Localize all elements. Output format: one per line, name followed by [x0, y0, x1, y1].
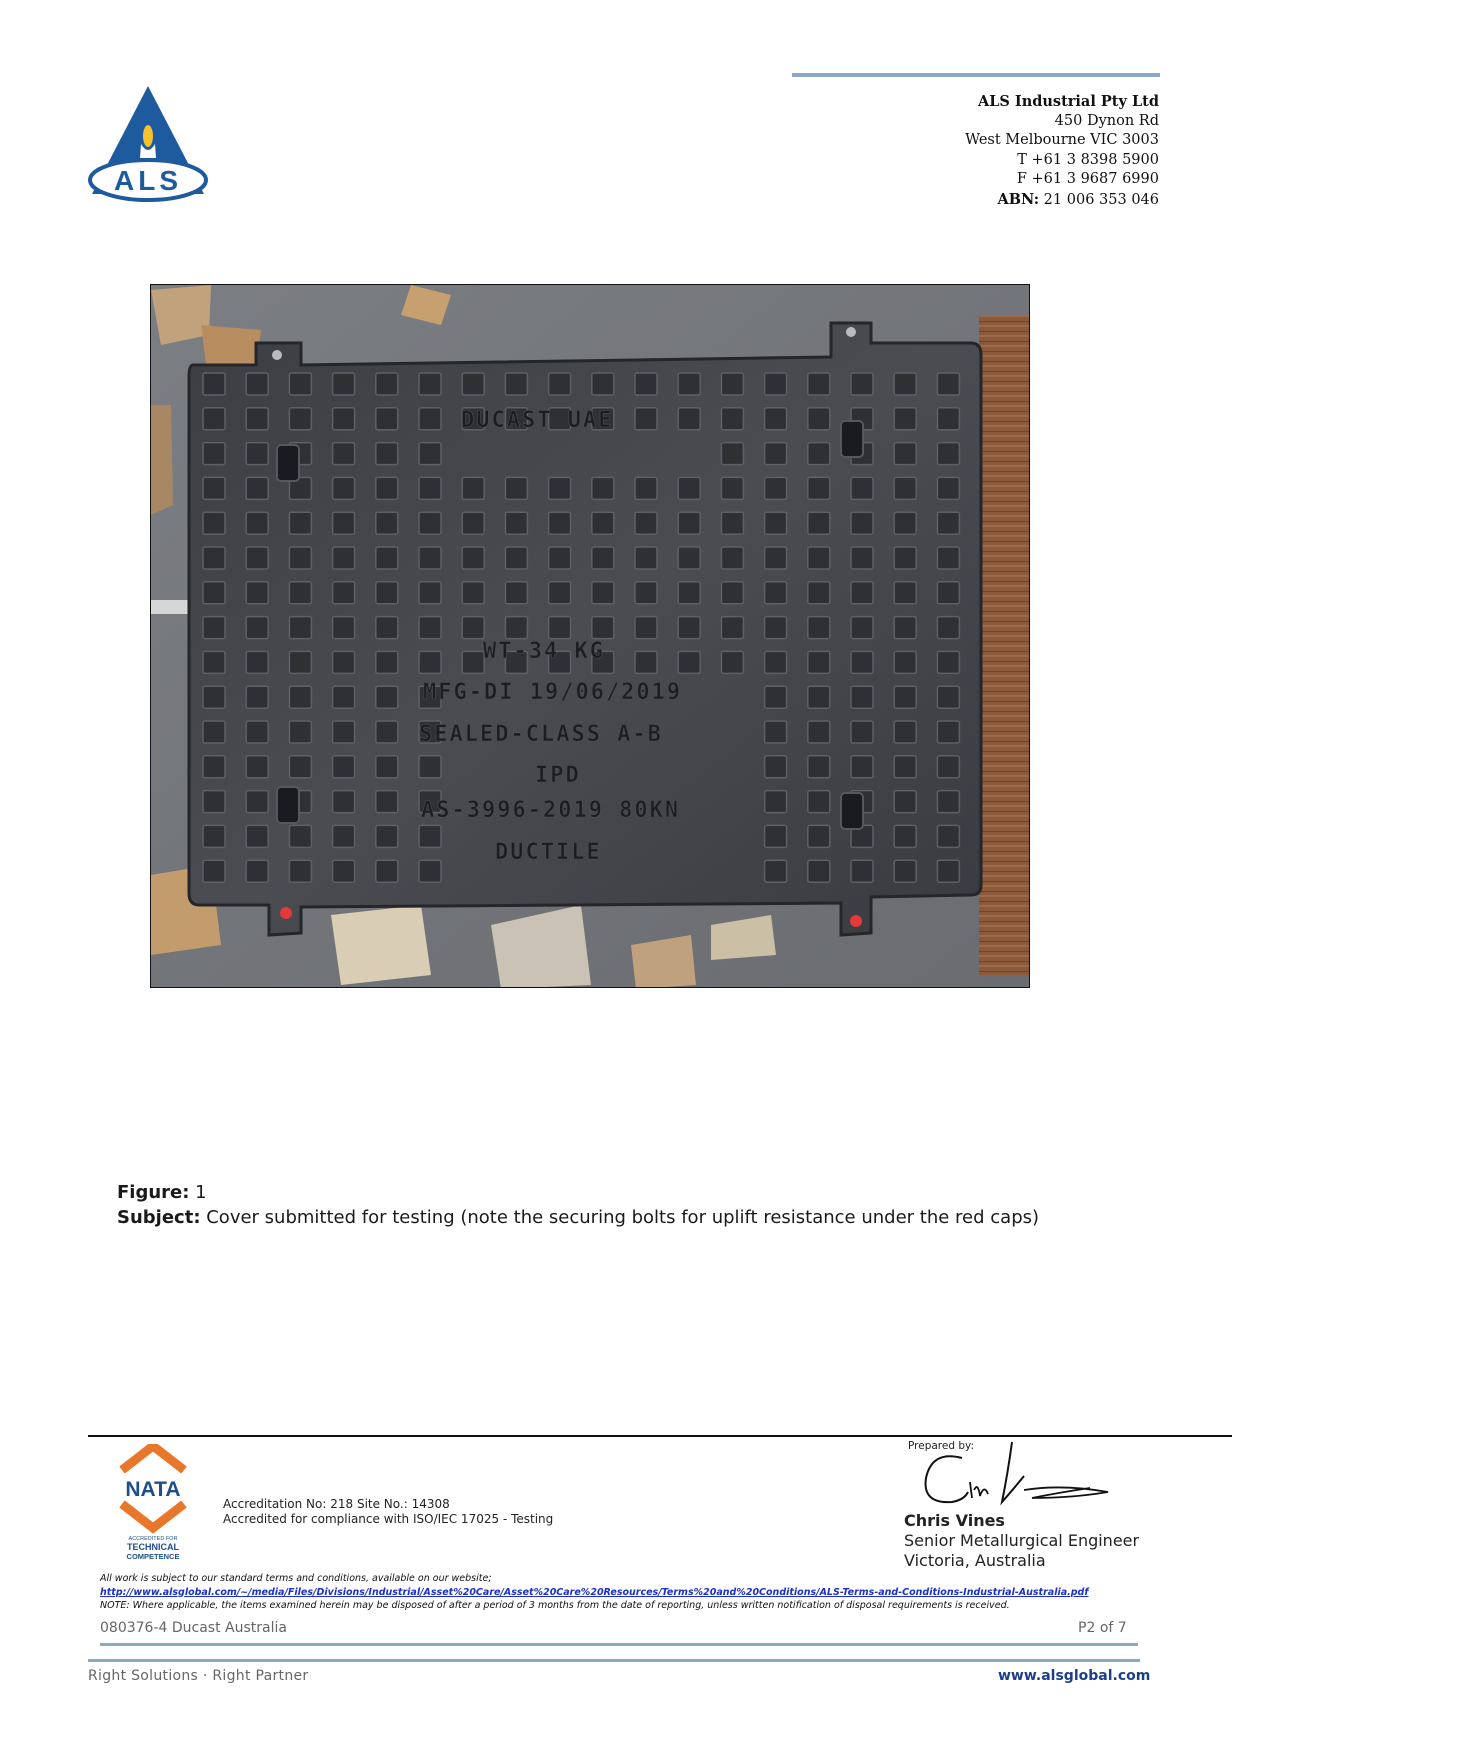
- cover-grid-square: [937, 512, 959, 534]
- cover-grid-square: [549, 373, 571, 395]
- cover-grid-square: [765, 825, 787, 847]
- cover-grid-square: [635, 408, 657, 430]
- cover-grid-square: [765, 860, 787, 882]
- marking-7: DUCTILE: [495, 840, 602, 865]
- cover-grid-square: [246, 408, 268, 430]
- marking-2: WT-34 KG: [483, 639, 605, 664]
- cover-grid-square: [289, 756, 311, 778]
- signer-name: Chris Vines: [904, 1511, 1005, 1530]
- prepared-by-label: Prepared by:: [908, 1440, 974, 1452]
- cover-grid-square: [289, 547, 311, 569]
- company-name: ALS Industrial Pty Ltd: [977, 93, 1159, 110]
- cover-grid-square: [203, 512, 225, 534]
- cover-grid-square: [592, 617, 614, 639]
- cover-grid-square: [289, 721, 311, 743]
- page-prefix: P: [1078, 1620, 1087, 1636]
- cover-grid-square: [678, 373, 700, 395]
- cover-grid-square: [851, 617, 873, 639]
- cover-grid-square: [203, 686, 225, 708]
- cover-grid-square: [462, 373, 484, 395]
- cover-grid-square: [937, 860, 959, 882]
- cover-grid-square: [289, 582, 311, 604]
- cover-grid-square: [376, 373, 398, 395]
- cover-grid-square: [376, 686, 398, 708]
- cover-grid-square: [721, 408, 743, 430]
- cover-grid-square: [894, 791, 916, 813]
- cover-grid-square: [289, 617, 311, 639]
- figure-label: Figure:: [117, 1182, 190, 1203]
- page-total: 7: [1117, 1620, 1127, 1636]
- cover-grid-square: [289, 651, 311, 673]
- cover-grid-square: [419, 477, 441, 499]
- cover-grid-square: [376, 512, 398, 534]
- cover-grid-square: [246, 791, 268, 813]
- cover-grid-square: [203, 791, 225, 813]
- phone-number: T +61 3 8398 5900: [1017, 151, 1159, 168]
- cover-grid-square: [937, 617, 959, 639]
- cover-grid-square: [851, 512, 873, 534]
- cover-grid-square: [246, 825, 268, 847]
- cover-grid-square: [462, 651, 484, 673]
- cover-grid-square: [203, 373, 225, 395]
- als-logo: [86, 84, 210, 204]
- signer-block: [904, 1511, 1139, 1571]
- cover-grid-square: [203, 651, 225, 673]
- figure-caption: [117, 1180, 1039, 1230]
- cover-grid-square: [505, 617, 527, 639]
- cover-grid-square: [851, 477, 873, 499]
- cover-grid-square: [419, 617, 441, 639]
- cover-grid-square: [851, 582, 873, 604]
- cover-grid-square: [894, 651, 916, 673]
- cover-grid-square: [333, 408, 355, 430]
- cover-grid-square: [462, 477, 484, 499]
- header-rule: [792, 73, 1160, 77]
- cover-grid-square: [246, 547, 268, 569]
- cover-grid-square: [419, 825, 441, 847]
- cover-grid-square: [246, 443, 268, 465]
- abn-label: ABN:: [997, 190, 1040, 208]
- cover-grid-square: [937, 721, 959, 743]
- cover-grid-square: [851, 373, 873, 395]
- cover-photo: [150, 284, 1030, 988]
- nata-logo: [112, 1444, 194, 1562]
- fax-number: F +61 3 9687 6990: [1016, 171, 1159, 187]
- cover-grid-square: [419, 512, 441, 534]
- cover-grid-square: [678, 512, 700, 534]
- cover-grid-square: [549, 617, 571, 639]
- red-cap-right: [850, 915, 862, 927]
- cover-grid-square: [721, 547, 743, 569]
- cover-grid-square: [592, 512, 614, 534]
- cover-grid-square: [937, 547, 959, 569]
- cover-grid-square: [376, 477, 398, 499]
- cover-grid-square: [289, 686, 311, 708]
- cover-grid-square: [937, 756, 959, 778]
- cover-grid-square: [376, 860, 398, 882]
- cover-grid-square: [721, 477, 743, 499]
- cover-grid-square: [937, 408, 959, 430]
- cover-grid-square: [894, 373, 916, 395]
- cover-grid-square: [333, 617, 355, 639]
- figure-number: 1: [189, 1182, 207, 1203]
- red-cap-left: [280, 907, 292, 919]
- cover-grid-square: [505, 373, 527, 395]
- cover-grid-square: [937, 791, 959, 813]
- cover-grid-square: [419, 547, 441, 569]
- cover-grid-square: [851, 686, 873, 708]
- cover-grid-square: [203, 617, 225, 639]
- cover-grid-square: [808, 721, 830, 743]
- report-reference: 080376-4 Ducast Australia: [100, 1620, 287, 1636]
- cover-grid-square: [419, 651, 441, 673]
- terms-text: All work is subject to our standard terms and conditions, available on our website;: [100, 1573, 492, 1584]
- cover-grid-square: [592, 373, 614, 395]
- signer-title: Senior Metallurgical Engineer: [904, 1531, 1140, 1550]
- cover-grid-square: [289, 373, 311, 395]
- cover-grid-square: [765, 651, 787, 673]
- cover-grid-square: [246, 756, 268, 778]
- cover-grid-square: [937, 477, 959, 499]
- cover-grid-square: [333, 477, 355, 499]
- cover-grid-square: [765, 373, 787, 395]
- cover-grid-square: [765, 791, 787, 813]
- cover-grid-square: [246, 651, 268, 673]
- footer-rule-lower: [88, 1659, 1140, 1662]
- cover-grid-square: [203, 825, 225, 847]
- cover-grid-square: [333, 721, 355, 743]
- cover-grid-square: [808, 582, 830, 604]
- cover-grid-square: [289, 408, 311, 430]
- cover-grid-square: [765, 686, 787, 708]
- cover-grid-square: [635, 547, 657, 569]
- page-of: of: [1095, 1620, 1118, 1636]
- cover-grid-square: [333, 791, 355, 813]
- cover-grid-square: [894, 617, 916, 639]
- marking-4: SEALED-CLASS A-B: [419, 722, 663, 747]
- cover-grid-square: [376, 651, 398, 673]
- cover-grid-square: [808, 547, 830, 569]
- cover-grid-square: [808, 756, 830, 778]
- cover-grid-square: [937, 373, 959, 395]
- cover-grid-square: [376, 756, 398, 778]
- cover-grid-square: [333, 547, 355, 569]
- footer-rule-upper: [100, 1643, 1138, 1646]
- cover-grid-square: [376, 721, 398, 743]
- cover-grid-square: [635, 582, 657, 604]
- cover-grid-square: [246, 686, 268, 708]
- cover-grid-square: [333, 756, 355, 778]
- cover-grid-square: [851, 860, 873, 882]
- cover-grid-square: [635, 617, 657, 639]
- cover-grid-square: [592, 582, 614, 604]
- cover-grid-square: [937, 686, 959, 708]
- cover-grid-square: [592, 477, 614, 499]
- marking-3: MFG-DI 19/06/2019: [423, 680, 683, 705]
- cover-grid-square: [203, 860, 225, 882]
- cover-grid-square: [721, 617, 743, 639]
- cover-grid-square: [808, 477, 830, 499]
- cover-grid-square: [419, 443, 441, 465]
- cover-grid-square: [808, 686, 830, 708]
- cover-grid-square: [376, 408, 398, 430]
- cover-grid-square: [505, 477, 527, 499]
- cover-grid-square: [765, 512, 787, 534]
- cover-grid-square: [203, 721, 225, 743]
- cover-grid-square: [894, 477, 916, 499]
- cover-grid-square: [203, 756, 225, 778]
- cover-grid-square: [289, 860, 311, 882]
- cover-grid-square: [549, 547, 571, 569]
- cover-grid-square: [765, 582, 787, 604]
- cover-grid-square: [894, 686, 916, 708]
- cover-grid-square: [333, 582, 355, 604]
- cover-grid-square: [721, 373, 743, 395]
- cover-grid-square: [937, 651, 959, 673]
- cover-grid-square: [246, 373, 268, 395]
- address-line-2: West Melbourne VIC 3003: [965, 132, 1159, 148]
- cover-grid-square: [505, 547, 527, 569]
- cover-grid-square: [894, 721, 916, 743]
- cover-grid-square: [678, 547, 700, 569]
- cover-grid-square: [246, 617, 268, 639]
- cover-grid-square: [333, 686, 355, 708]
- terms-note: NOTE: Where applicable, the items examined herein may be disposed of after a period of 3 months from the date of reporting, unless written notification of disposal requirements is received.: [100, 1600, 1010, 1611]
- cover-grid-square: [333, 825, 355, 847]
- cover-grid-square: [765, 408, 787, 430]
- cover-grid-square: [808, 408, 830, 430]
- cover-grid-square: [894, 443, 916, 465]
- cover-grid-square: [894, 512, 916, 534]
- nata-sub-1: ACCREDITED FOR: [128, 1536, 178, 1542]
- terms-block: [100, 1572, 1160, 1613]
- subject-text: Cover submitted for testing (note the securing bolts for uplift resistance under the red caps): [200, 1207, 1040, 1228]
- cover-grid-square: [376, 582, 398, 604]
- cover-grid-square: [721, 512, 743, 534]
- cover-grid-square: [289, 825, 311, 847]
- cover-grid-square: [333, 373, 355, 395]
- terms-link[interactable]: http://www.alsglobal.com/~/media/Files/Divisions/Industrial/Asset%20Care/Asset%20Care%20Resources/Terms%20and%20Conditions/ALS-Terms-and-Conditions-Industrial-Australia.pdf: [100, 1586, 1089, 1598]
- accreditation-compliance: Accredited for compliance with ISO/IEC 17025 - Testing: [223, 1512, 554, 1526]
- cover-grid-square: [808, 791, 830, 813]
- page-current: 2: [1086, 1620, 1096, 1636]
- cover-grid-square: [635, 477, 657, 499]
- cover-grid-square: [894, 547, 916, 569]
- company-address-block: [965, 92, 1159, 210]
- cover-grid-square: [721, 443, 743, 465]
- cover-grid-square: [505, 582, 527, 604]
- cover-grid-square: [376, 547, 398, 569]
- cover-grid-square: [808, 443, 830, 465]
- cover-grid-square: [333, 443, 355, 465]
- cover-grid-square: [549, 512, 571, 534]
- cover-grid-square: [246, 512, 268, 534]
- tagline: Right Solutions · Right Partner: [88, 1668, 309, 1684]
- cover-grid-square: [765, 547, 787, 569]
- cover-grid-square: [765, 477, 787, 499]
- cover-grid-square: [678, 582, 700, 604]
- cover-grid-square: [246, 860, 268, 882]
- cover-grid-square: [808, 825, 830, 847]
- cover-grid-square: [808, 860, 830, 882]
- cover-grid-square: [246, 582, 268, 604]
- cover-grid-square: [419, 860, 441, 882]
- marking-1: DUCAST UAE: [461, 408, 614, 433]
- nata-sub-3: COMPETENCE: [126, 1552, 180, 1561]
- als-logo-text: ALS: [114, 165, 182, 196]
- cover-grid-square: [203, 477, 225, 499]
- cover-grid-square: [376, 443, 398, 465]
- cover-grid-square: [376, 617, 398, 639]
- subject-label: Subject:: [117, 1207, 201, 1228]
- cover-grid-square: [937, 825, 959, 847]
- cover-grid-square: [851, 756, 873, 778]
- cover-grid-square: [808, 512, 830, 534]
- cover-grid-square: [635, 512, 657, 534]
- cover-grid-square: [851, 651, 873, 673]
- cover-grid-square: [894, 825, 916, 847]
- cover-grid-square: [721, 582, 743, 604]
- cover-grid-square: [808, 651, 830, 673]
- cover-grid-square: [592, 547, 614, 569]
- cover-grid-square: [808, 617, 830, 639]
- cover-grid-square: [203, 582, 225, 604]
- signature-image: [912, 1432, 1122, 1516]
- cover-grid-square: [419, 582, 441, 604]
- marking-5: IPD: [535, 763, 581, 788]
- cover-grid-square: [333, 512, 355, 534]
- page-number: [1078, 1620, 1127, 1636]
- cover-grid-square: [462, 617, 484, 639]
- nata-logo-text: NATA: [125, 1478, 181, 1501]
- cover-grid-square: [462, 547, 484, 569]
- signer-location: Victoria, Australia: [904, 1551, 1046, 1570]
- cover-grid-square: [203, 443, 225, 465]
- cover-grid-square: [937, 582, 959, 604]
- cover-grid-square: [765, 617, 787, 639]
- cover-grid-square: [678, 617, 700, 639]
- cover-grid-square: [721, 651, 743, 673]
- cover-grid-square: [765, 443, 787, 465]
- cover-grid-square: [937, 443, 959, 465]
- cover-grid-square: [765, 721, 787, 743]
- address-line-1: 450 Dynon Rd: [1054, 112, 1159, 129]
- cover-grid-square: [894, 582, 916, 604]
- cover-grid-square: [203, 408, 225, 430]
- cover-grid-square: [376, 825, 398, 847]
- cover-grid-square: [635, 651, 657, 673]
- nata-sub-2: TECHNICAL: [127, 1542, 179, 1552]
- accreditation-block: [223, 1497, 553, 1527]
- cover-grid-square: [851, 547, 873, 569]
- cover-grid-square: [894, 408, 916, 430]
- cover-grid-square: [419, 756, 441, 778]
- abn: [965, 190, 1159, 211]
- cover-grid-square: [765, 756, 787, 778]
- cover-grid-square: [462, 582, 484, 604]
- cover-grid-square: [851, 721, 873, 743]
- cover-grid-square: [203, 547, 225, 569]
- cover-grid-square: [678, 408, 700, 430]
- cover-grid-square: [419, 408, 441, 430]
- website-link[interactable]: www.alsglobal.com: [998, 1668, 1151, 1684]
- abn-value: 21 006 353 046: [1039, 191, 1159, 208]
- cover-grid-square: [505, 512, 527, 534]
- cover-grid-square: [289, 512, 311, 534]
- cover-grid-square: [333, 860, 355, 882]
- cover-grid-square: [376, 791, 398, 813]
- cover-grid-square: [894, 860, 916, 882]
- cover-grid-square: [246, 477, 268, 499]
- cover-grid-square: [808, 373, 830, 395]
- cover-grid-square: [635, 373, 657, 395]
- cover-grid-square: [894, 756, 916, 778]
- cover-grid-square: [462, 512, 484, 534]
- cover-grid-square: [549, 477, 571, 499]
- cover-grid-square: [678, 651, 700, 673]
- cover-grid-square: [678, 477, 700, 499]
- marking-6: AS-3996-2019 80KN: [421, 798, 681, 823]
- cover-grid-square: [419, 373, 441, 395]
- cover-grid-square: [549, 582, 571, 604]
- cover-grid-square: [246, 721, 268, 743]
- accreditation-number: Accreditation No: 218 Site No.: 14308: [223, 1497, 450, 1511]
- cover-grid-square: [333, 651, 355, 673]
